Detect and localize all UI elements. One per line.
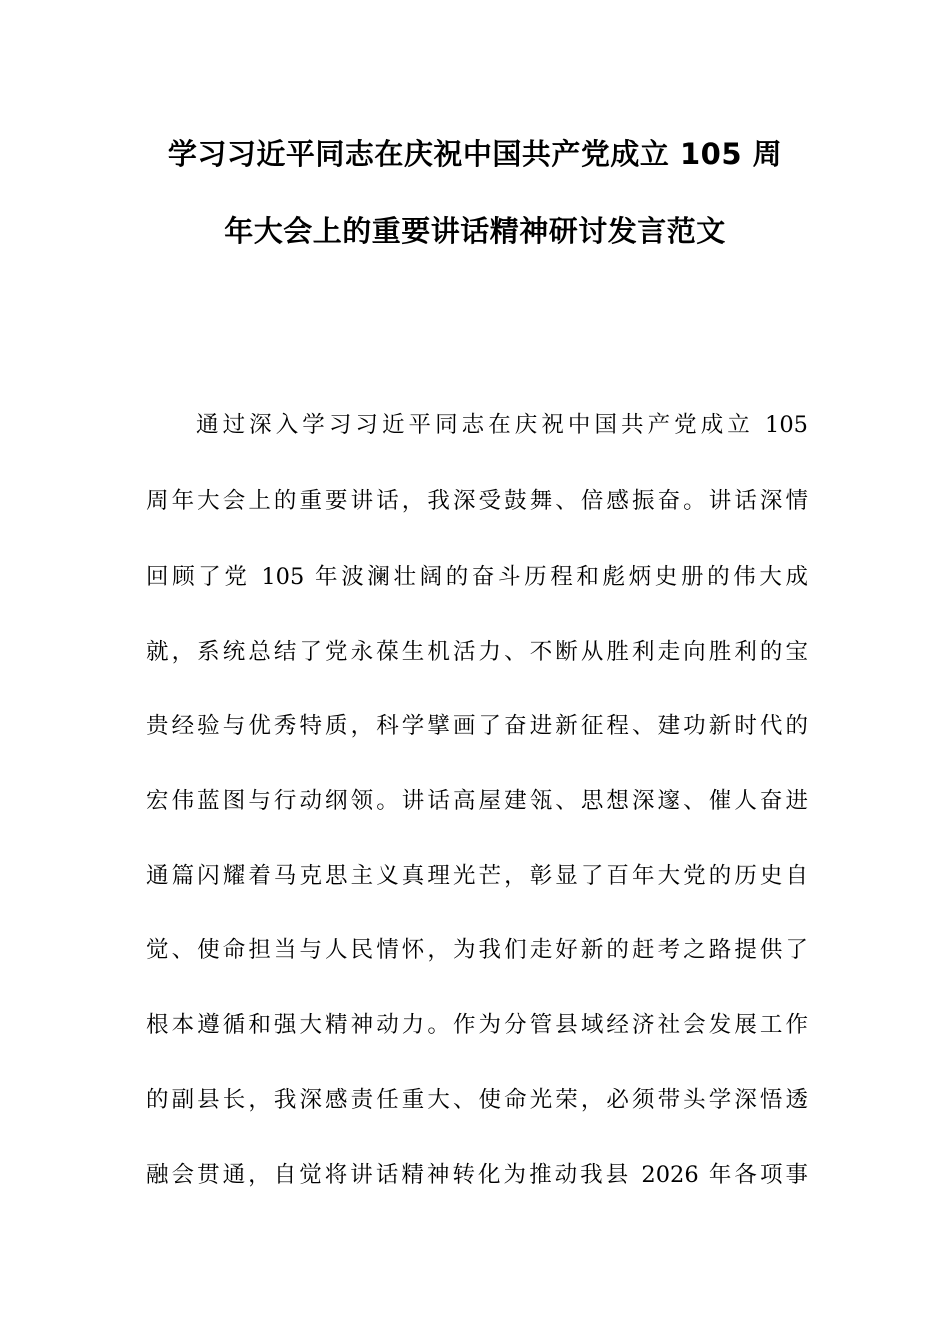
paragraph-line-1: 通过深入学习习近平同志在庆祝中国共产党成立 105 [196,412,808,438]
paragraph-line-3: 回顾了党 105 年波澜壮阔的奋斗历程和彪炳史册的伟大成 [146,564,808,590]
paragraph-line-5: 贵经验与优秀特质，科学擘画了奋进新征程、建功新时代的 [146,713,808,739]
paragraph-line-7: 通篇闪耀着马克思主义真理光芒，彰显了百年大党的历史自 [146,863,808,889]
paragraph-line-9: 根本遵循和强大精神动力。作为分管县域经济社会发展工作 [146,1012,808,1038]
paragraph-line-10: 的副县长，我深感责任重大、使命光荣，必须带头学深悟透 [146,1087,808,1113]
paragraph-line-2: 周年大会上的重要讲话，我深受鼓舞、倍感振奋。讲话深情 [146,488,808,514]
paragraph-line-4: 就，系统总结了党永葆生机活力、不断从胜利走向胜利的宝 [146,639,808,665]
paragraph-line-6: 宏伟蓝图与行动纲领。讲话高屋建瓴、思想深邃、催人奋进 [146,788,808,814]
document-title-line-1: 学习习近平同志在庆祝中国共产党成立 105 周 [167,137,783,171]
document-title-line-2: 年大会上的重要讲话精神研讨发言范文 [224,214,726,248]
paragraph-line-11: 融会贯通，自觉将讲话精神转化为推动我县 2026 年各项事 [146,1162,808,1188]
paragraph-line-8: 觉、使命担当与人民情怀，为我们走好新的赶考之路提供了 [146,937,808,963]
